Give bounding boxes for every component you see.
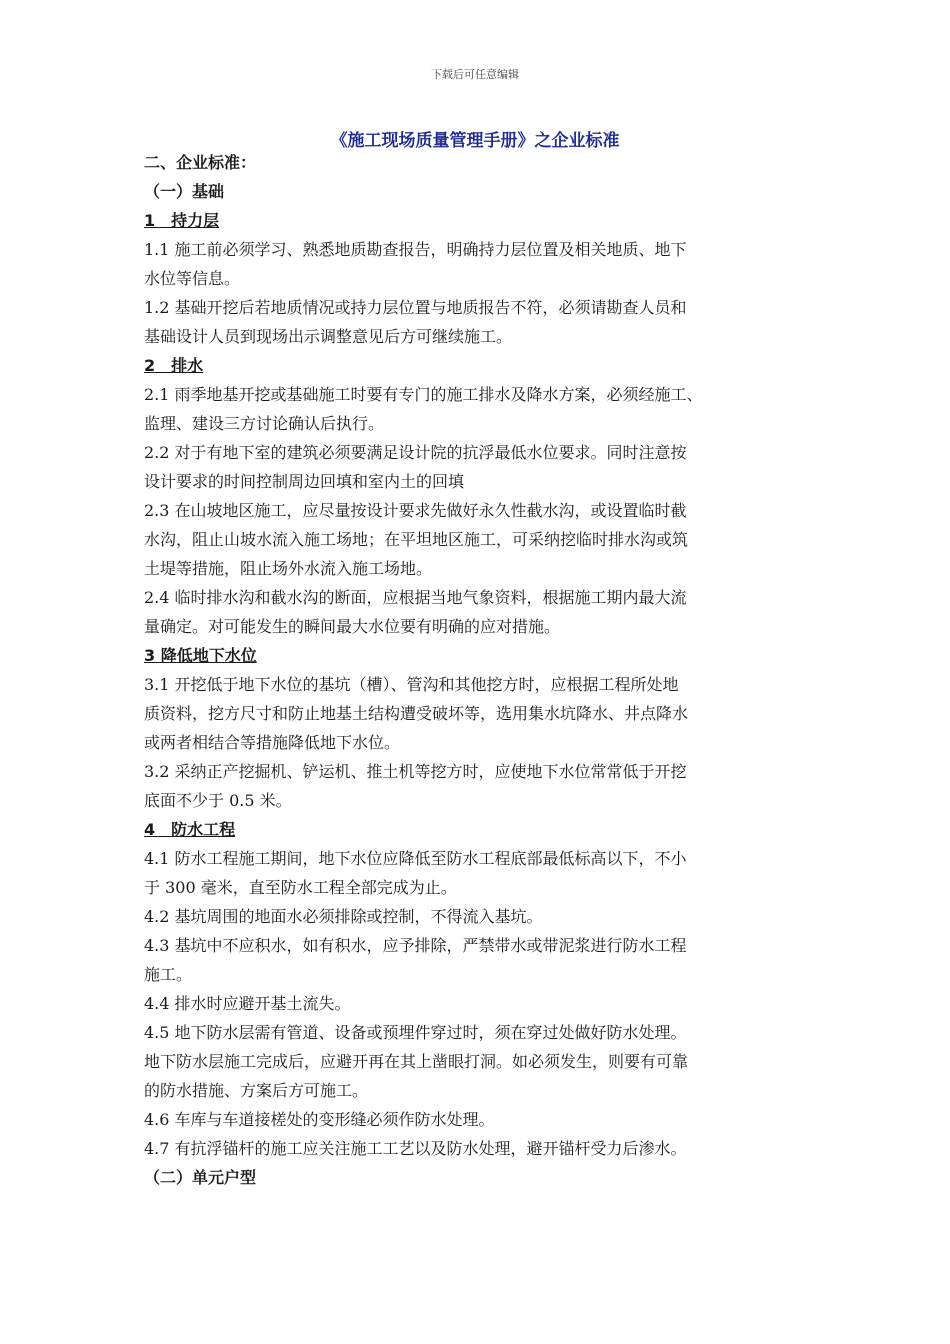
paragraph-line: 4.3 基坑中不应积水，如有积水，应予排除，严禁带水或带泥浆进行防水工程 bbox=[144, 936, 687, 955]
paragraph-line: 底面不少于 0.5 米。 bbox=[144, 791, 292, 810]
heading-bearing-layer: 1 持力层 bbox=[144, 211, 220, 230]
paragraph-line: 1.1 施工前必须学习、熟悉地质勘查报告，明确持力层位置及相关地质、地下 bbox=[144, 240, 687, 259]
heading-waterproofing: 4 防水工程 bbox=[144, 820, 236, 839]
paragraph-line: 水沟，阻止山坡水流入施工场地；在平坦地区施工，可采纳挖临时排水沟或筑 bbox=[144, 530, 689, 549]
paragraph-line: 的防水措施、方案后方可施工。 bbox=[144, 1081, 369, 1100]
paragraph-line: 量确定。对可能发生的瞬间最大水位要有明确的应对措施。 bbox=[144, 617, 561, 636]
document-body bbox=[144, 148, 804, 1192]
paragraph-line: 基础设计人员到现场出示调整意见后方可继续施工。 bbox=[144, 327, 513, 346]
paragraph-line: 水位等信息。 bbox=[144, 269, 241, 288]
paragraph-line: 4.5 地下防水层需有管道、设备或预埋件穿过时，须在穿过处做好防水处理。 bbox=[144, 1023, 687, 1042]
paragraph-line: 2.3 在山坡地区施工，应尽量按设计要求先做好永久性截水沟，或设置临时截 bbox=[144, 501, 687, 520]
heading-lower-groundwater: 3 降低地下水位 bbox=[144, 646, 257, 665]
subsection-heading-foundation: （一）基础 bbox=[144, 182, 225, 201]
paragraph-line: 4.6 车库与车道接槎处的变形缝必须作防水处理。 bbox=[144, 1110, 495, 1129]
paragraph-line: 于 300 毫米，直至防水工程全部完成为止。 bbox=[144, 878, 457, 897]
subsection-heading-unit-type: （二）单元户型 bbox=[144, 1168, 257, 1187]
heading-drainage: 2 排水 bbox=[144, 356, 204, 375]
section-heading: 二、企业标准： bbox=[144, 153, 257, 172]
paragraph-line: 4.7 有抗浮锚杆的施工应关注施工工艺以及防水处理，避开锚杆受力后渗水。 bbox=[144, 1139, 687, 1158]
paragraph-line: 监理、建设三方讨论确认后执行。 bbox=[144, 414, 385, 433]
document-title: 《施工现场质量管理手册》之企业标准 bbox=[330, 131, 620, 151]
paragraph-line: 质资料，挖方尺寸和防止地基土结构遭受破坏等，选用集水坑降水、井点降水 bbox=[144, 704, 689, 723]
paragraph-line: 2.4 临时排水沟和截水沟的断面，应根据当地气象资料，根据施工期内最大流 bbox=[144, 588, 687, 607]
paragraph-line: 4.2 基坑周围的地面水必须排除或控制，不得流入基坑。 bbox=[144, 907, 543, 926]
paragraph-line: 3.1 开挖低于地下水位的基坑（槽）、管沟和其他挖方时，应根据工程所处地 bbox=[144, 675, 679, 694]
paragraph-line: 2.2 对于有地下室的建筑必须要满足设计院的抗浮最低水位要求。同时注意按 bbox=[144, 443, 687, 462]
paragraph-line: 施工。 bbox=[144, 965, 193, 984]
paragraph-line: 1.2 基础开挖后若地质情况或持力层位置与地质报告不符，必须请勘查人员和 bbox=[144, 298, 687, 317]
paragraph-line: 2.1 雨季地基开挖或基础施工时要有专门的施工排水及降水方案，必须经施工、 bbox=[144, 385, 703, 404]
paragraph-line: 4.4 排水时应避开基土流失。 bbox=[144, 994, 351, 1013]
paragraph-line: 4.1 防水工程施工期间，地下水位应降低至防水工程底部最低标高以下，不小 bbox=[144, 849, 687, 868]
paragraph-line: 3.2 采纳正产挖掘机、铲运机、推土机等挖方时，应使地下水位常常低于开挖 bbox=[144, 762, 687, 781]
paragraph-line: 土堤等措施，阻止场外水流入施工场地。 bbox=[144, 559, 433, 578]
paragraph-line: 地下防水层施工完成后，应避开再在其上凿眼打洞。如必须发生，则要有可靠 bbox=[144, 1052, 689, 1071]
paragraph-line: 设计要求的时间控制周边回填和室内土的回填 bbox=[144, 472, 465, 491]
paragraph-line: 或两者相结合等措施降低地下水位。 bbox=[144, 733, 401, 752]
header-note: 下载后可任意编辑 bbox=[431, 68, 519, 81]
